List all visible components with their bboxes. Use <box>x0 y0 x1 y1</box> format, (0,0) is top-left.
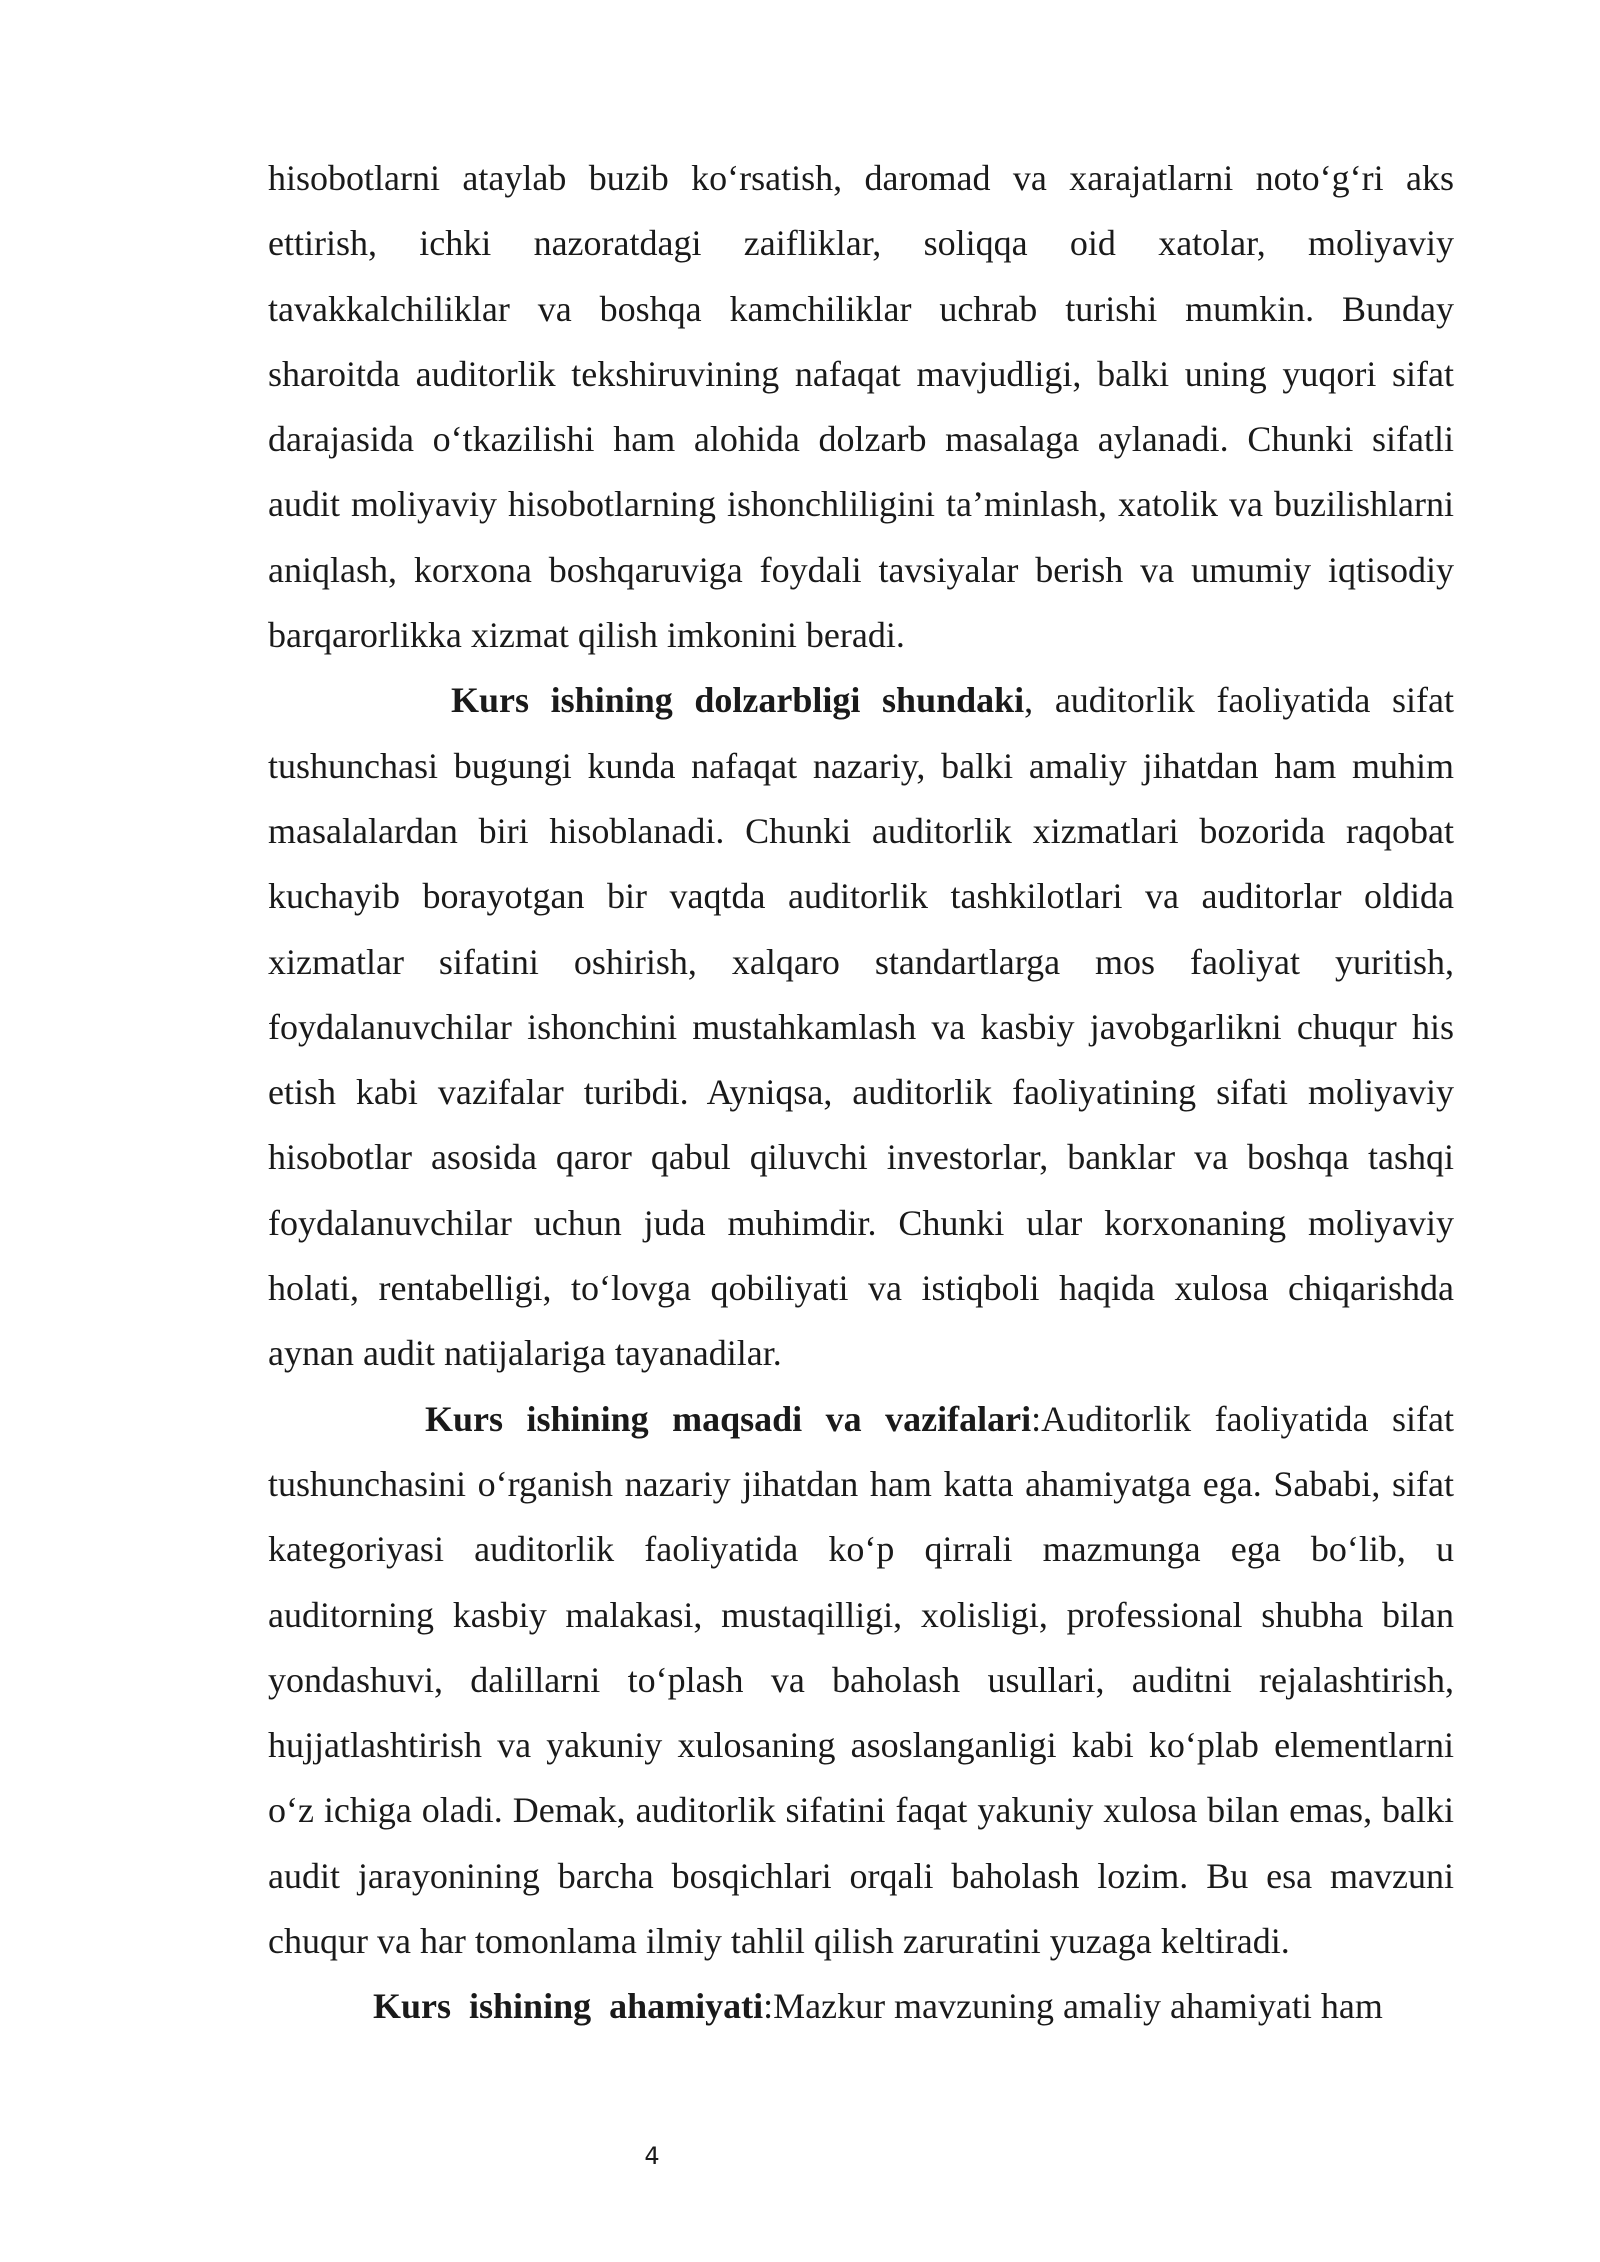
paragraph-goals <box>268 1387 1454 1975</box>
paragraph-text: :Mazkur mavzuning amaliy ahamiyati ham <box>763 1986 1383 2027</box>
paragraph-intro-continuation <box>268 146 1454 668</box>
paragraph-significance <box>268 1974 1454 2039</box>
page-number: 4 <box>644 2142 660 2170</box>
paragraph-text: , auditorlik faoliyatida sifat tushunchasi bugungi kunda nafaqat nazariy, balki amaliy jihatdan ham muhim masalalardan biri hisoblanadi. Chunki auditorlik xizmatlari bozorida raqobat kuchayib borayotgan bir vaqtda auditorlik tashkilotlari va auditorlar oldida xizmatlar sifatini oshirish, xalqaro standartlarga mos faoliyat yuritish, foydalanuvchilar ishonchini mustahkamlash va kasbiy javobgarlikni chuqur his etish kabi vazifalar turibdi. Ayniqsa, auditorlik faoliyatining sifati moliyaviy hisobotlar asosida qaror qabul qiluvchi investorlar, banklar va boshqa tashqi foydalanuvchilar uchun juda muhimdir. Chunki ular korxonaning moliyaviy holati, rentabelligi, to‘lovga qobiliyati va istiqboli haqida xulosa chiqarishda aynan audit natijalariga tayanadilar. <box>268 680 1455 1374</box>
paragraph-heading-significance: Kurs ishining ahamiyati <box>373 1986 764 2027</box>
paragraph-heading-goals: Kurs ishining maqsadi va vazifalari <box>425 1398 1032 1439</box>
paragraph-heading-relevance: Kurs ishining dolzarbligi shundaki <box>451 680 1025 721</box>
document-page <box>268 146 1454 2040</box>
paragraph-relevance <box>268 668 1454 1386</box>
paragraph-text: :Auditorlik faoliyatida sifat tushunchasini o‘rganish nazariy jihatdan ham katta ahamiyatga ega. Sababi, sifat kategoriyasi auditorlik faoliyatida ko‘p qirrali mazmunga ega bo‘lib, u auditorning kasbiy malakasi, mustaqilligi, xolisligi, professional shubha bilan yondashuvi, dalillarni to‘plash va baholash usullari, auditni rejalashtirish, hujjatlashtirish va yakuniy xulosaning asoslanganligi kabi ko‘plab elementlarni o‘z ichiga oladi. Demak, auditorlik sifatini faqat yakuniy xulosa bilan emas, balki audit jarayonining barcha bosqichlari orqali baholash lozim. Bu esa mavzuni chuqur va har tomonlama ilmiy tahlil qilish zaruratini yuzaga keltiradi. <box>268 1398 1454 1962</box>
paragraph-text: hisobotlarni ataylab buzib ko‘rsatish, daromad va xarajatlarni noto‘g‘ri aks ettirish, ichki nazoratdagi zaifliklar, soliqqa oid xatolar, moliyaviy tavakkalchiliklar va boshqa kamchiliklar uchrab turishi mumkin. Bunday sharoitda auditorlik tekshiruvining nafaqat mavjudligi, balki uning yuqori sifat darajasida o‘tkazilishi ham alohida dolzarb masalaga aylanadi. Chunki sifatli audit moliyaviy hisobotlarning ishonchliligini ta’minlash, xatolik va buzilishlarni aniqlash, korxona boshqaruviga foydali tavsiyalar berish va umumiy iqtisodiy barqarorlikka xizmat qilish imkonini beradi. <box>268 158 1454 656</box>
